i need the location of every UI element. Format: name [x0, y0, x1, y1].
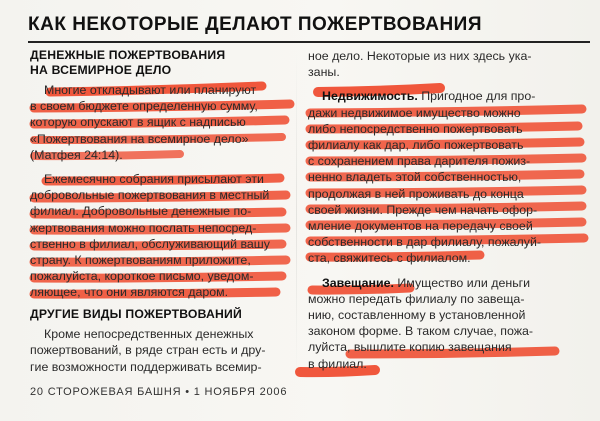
subhead-other: ДРУГИЕ ВИДЫ ПОЖЕРТВОВАНИЙ [30, 306, 242, 321]
text-line: ста, свяжитесь с филиалом. [308, 251, 471, 266]
text-line: пожертвований, в ряде стран есть и дру- [30, 343, 266, 358]
paragraph-monthly [30, 171, 292, 301]
lead-will: Завещание. [322, 275, 394, 290]
article-header [28, 8, 590, 44]
subhead-line: НА ВСЕМИРНОЕ ДЕЛО [30, 62, 172, 77]
lead-real-estate: Недвижимость. [322, 89, 418, 104]
text-line [308, 88, 578, 104]
right-column [308, 48, 578, 372]
column-gutter [296, 50, 297, 380]
page-title: КАК НЕКОТОРЫЕ ДЕЛАЮТ ПОЖЕРТВОВАНИЯ [28, 14, 482, 35]
text-line: Многие откладывают или планируют [44, 83, 257, 97]
text-line: ненно владеть этой собственностью, [308, 170, 522, 185]
left-column [30, 48, 292, 375]
text-line: в филиал. [308, 356, 367, 371]
text-line: с сохранением права дарителя пожиз- [308, 154, 531, 169]
text-line: либо непосредственно пожертвовать [308, 121, 523, 136]
text-line: страну. К пожертвованиям приложите, [30, 253, 251, 268]
header-rule [28, 41, 590, 43]
text-line: собственности в дар филиалу, пожалуй- [308, 235, 542, 250]
text-line: которую опускают в ящик с надписью [30, 115, 246, 130]
text-line [308, 275, 578, 291]
page-footer: 20 СТОРОЖЕВАЯ БАШНЯ • 1 НОЯБРЯ 2006 [30, 386, 288, 398]
paragraph-real-estate [308, 88, 578, 266]
text-line: мление документов на передачу своей [308, 219, 533, 234]
paragraph-continued [308, 48, 578, 80]
text-fragment: Имущество или деньги [393, 275, 531, 290]
text-line: пожалуйста, короткое письмо, уведом- [30, 269, 254, 284]
text-line: нию, составленному в установленной [308, 308, 526, 323]
text-line: добровольные пожертвования в местный [30, 188, 270, 203]
subhead-line: ДЕНЕЖНЫЕ ПОЖЕРТВОВАНИЯ [30, 48, 226, 62]
text-line: филиалу как дар, либо пожертвовать [308, 138, 524, 153]
text-line: гие возможности поддерживать всемир- [30, 359, 262, 374]
text-line: законом форме. В таком случае, пожа- [308, 324, 534, 339]
text-line: заны. [308, 65, 340, 80]
text-line: филиал. Добровольные денежные по- [30, 204, 252, 219]
text-line: Ежемесячно собрания присылают эти [44, 172, 264, 187]
text-line: ное дело. Некоторые из них здесь ука- [308, 49, 532, 63]
paragraph-will [308, 275, 578, 372]
text-line: можно передать филиалу по завеща- [308, 291, 525, 306]
text-line: (Матфея 24:14). [30, 147, 123, 162]
paragraph-other [30, 326, 292, 375]
text-line: Кроме непосредственных денежных [44, 327, 254, 342]
text-line: ляющее, что они являются даром. [30, 285, 229, 300]
text-line: дажи недвижимое имущество можно [308, 105, 521, 120]
text-line: ственно в филиал, обслуживающий вашу [30, 236, 270, 251]
text-line: своей жизни. Прежде чем начать офор- [308, 202, 538, 217]
text-line: жертвования можно послать непосред- [30, 220, 257, 235]
text-line: «Пожертвования на всемирное дело» [30, 131, 249, 146]
text-fragment: Пригодное для про- [417, 89, 536, 104]
text-line: в своем бюджете определенную сумму, [30, 99, 258, 114]
text-line: продолжая в ней проживать до конца [308, 186, 524, 201]
paragraph-worldwide [30, 82, 292, 163]
subhead-monetary [30, 48, 292, 77]
text-line: луйста, вышлите копию завещания [308, 340, 512, 355]
